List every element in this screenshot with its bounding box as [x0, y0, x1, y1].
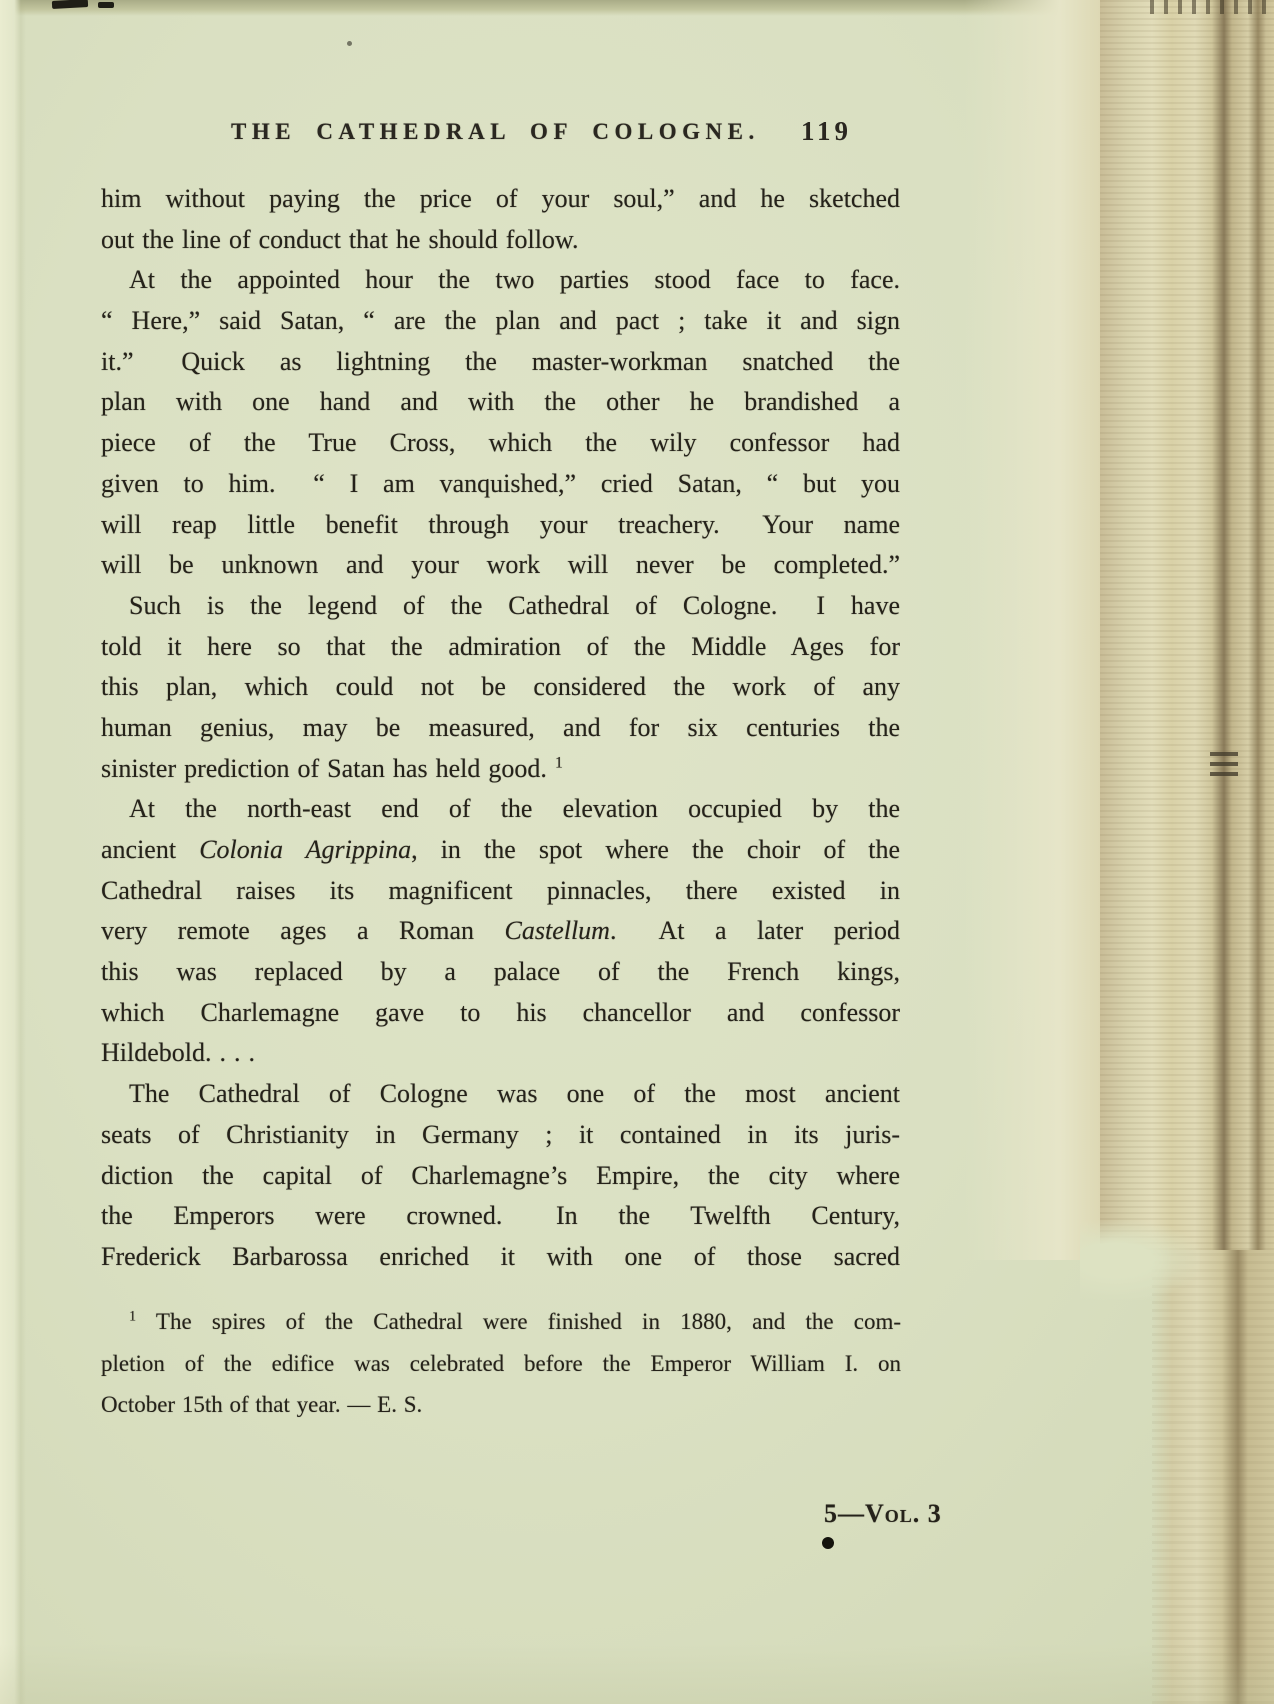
fore-edge-dark-marks — [1210, 746, 1238, 776]
text-line — [101, 830, 900, 871]
text-run: very remote ages a Roman — [101, 916, 505, 946]
text-line — [101, 220, 900, 261]
text-run: The spires of the Cathedral were finished in 1880, and the com- — [136, 1309, 901, 1334]
text-run: given to him. “ I am vanquished,” cried Satan, “ but you — [101, 468, 900, 498]
paragraph — [101, 586, 900, 789]
ink-speck — [822, 1537, 834, 1549]
text-line — [101, 179, 900, 220]
text-line — [101, 1343, 901, 1385]
ink-speck — [347, 41, 352, 46]
text-line — [101, 708, 900, 749]
text-line — [101, 1237, 900, 1278]
text-run: Frederick Barbarossa enriched it with one of those sacred — [101, 1241, 900, 1271]
text-line — [101, 301, 900, 342]
scan-left-edge — [0, 0, 26, 1704]
text-run: will reap little benefit through your treachery. Your name — [101, 509, 900, 539]
text-line — [101, 952, 900, 993]
text-line — [101, 1074, 900, 1115]
footnote — [101, 1301, 901, 1426]
paragraph — [101, 1074, 900, 1277]
ink-speck — [98, 2, 114, 8]
text-line — [101, 423, 900, 464]
text-line — [101, 1033, 900, 1074]
text-run: October 15th of that year. — E. S. — [101, 1392, 423, 1417]
text-line — [101, 1384, 901, 1426]
text-line — [101, 1301, 901, 1343]
text-line — [101, 545, 900, 586]
italic-phrase: Castellum — [504, 916, 610, 946]
scan-bottom-shade — [0, 1644, 1274, 1704]
text-run: this plan, which could not be considered the work of any — [101, 672, 900, 702]
text-line — [101, 749, 900, 790]
text-run: The Cathedral of Cologne was one of the most ancient — [129, 1079, 900, 1109]
text-line — [101, 505, 900, 546]
italic-phrase: Colonia Agrippina — [199, 835, 412, 864]
text-run: diction the capital of Charlemagne’s Empire, the city where — [101, 1160, 900, 1190]
text-run: “ Here,” said Satan, “ are the plan and pact ; take it and sign — [101, 306, 900, 336]
text-run: piece of the True Cross, which the wily confessor had — [101, 428, 900, 458]
text-run: it.” Quick as lightning the master-workman snatched the — [101, 346, 900, 376]
text-line — [101, 260, 900, 301]
text-run: sinister prediction of Satan has held good. — [101, 753, 555, 783]
text-line — [101, 586, 900, 627]
text-run: Cathedral raises its magnificent pinnacles, there existed in — [101, 875, 900, 905]
book-fore-edge-lower — [1152, 1250, 1274, 1704]
text-run: him without paying the price of your soul,” and he sketched — [101, 184, 900, 213]
text-run: told it here so that the admiration of the Middle Ages for — [101, 631, 900, 661]
text-line — [101, 1115, 900, 1156]
text-run: will be unknown and your work will never be completed.” — [101, 550, 900, 580]
text-run: out the line of conduct that he should follow. — [101, 224, 579, 254]
text-line — [101, 667, 900, 708]
text-run: . At a later period — [609, 916, 900, 946]
text-line — [101, 1196, 900, 1237]
text-line — [101, 342, 900, 383]
running-header: THE CATHEDRAL OF COLOGNE. — [231, 119, 760, 144]
paragraph — [101, 789, 900, 1074]
text-line — [101, 789, 900, 830]
text-run: human genius, may be measured, and for six centuries the — [101, 712, 900, 742]
top-right-edge-marks — [1150, 0, 1274, 14]
page-number: 119 — [801, 116, 853, 146]
text-line — [101, 382, 900, 423]
text-run: Hildebold. . . . — [101, 1038, 255, 1068]
text-line — [101, 993, 900, 1034]
text-run: which Charlemagne gave to his chancellor and confessor — [101, 997, 900, 1027]
text-run: pletion of the edifice was celebrated before the Emperor William I. on — [101, 1350, 901, 1376]
text-line — [101, 871, 900, 912]
text-run: At the appointed hour the two parties stood face to face. — [129, 265, 900, 295]
text-run: , in the spot where the choir of the — [411, 835, 900, 864]
text-run: Such is the legend of the Cathedral of Cologne. I have — [129, 590, 900, 620]
page-curl-highlight — [965, 0, 1100, 1260]
fore-edge-blend — [1080, 1220, 1200, 1300]
paragraph — [101, 260, 900, 586]
text-line — [101, 464, 900, 505]
text-run: ancient — [101, 835, 200, 864]
paragraph — [101, 179, 900, 260]
text-run: At the north-east end of the elevation occupied by the — [129, 794, 900, 824]
text-run: plan with one hand and with the other he brandished a — [101, 387, 900, 417]
page-body — [101, 179, 900, 1278]
footnote-marker: 1 — [554, 753, 563, 771]
text-run: the Emperors were crowned. In the Twelfth Century, — [101, 1201, 900, 1231]
text-line — [101, 911, 900, 952]
text-line — [101, 1156, 900, 1197]
volume-signature: 5—Vol. 3 — [824, 1499, 942, 1528]
text-run: seats of Christianity in Germany ; it contained in its juris- — [101, 1119, 900, 1149]
text-run: this was replaced by a palace of the French kings, — [101, 957, 900, 987]
book-fore-edge — [1100, 0, 1274, 1250]
footnote-marker: 1 — [129, 1308, 137, 1325]
text-line — [101, 627, 900, 668]
